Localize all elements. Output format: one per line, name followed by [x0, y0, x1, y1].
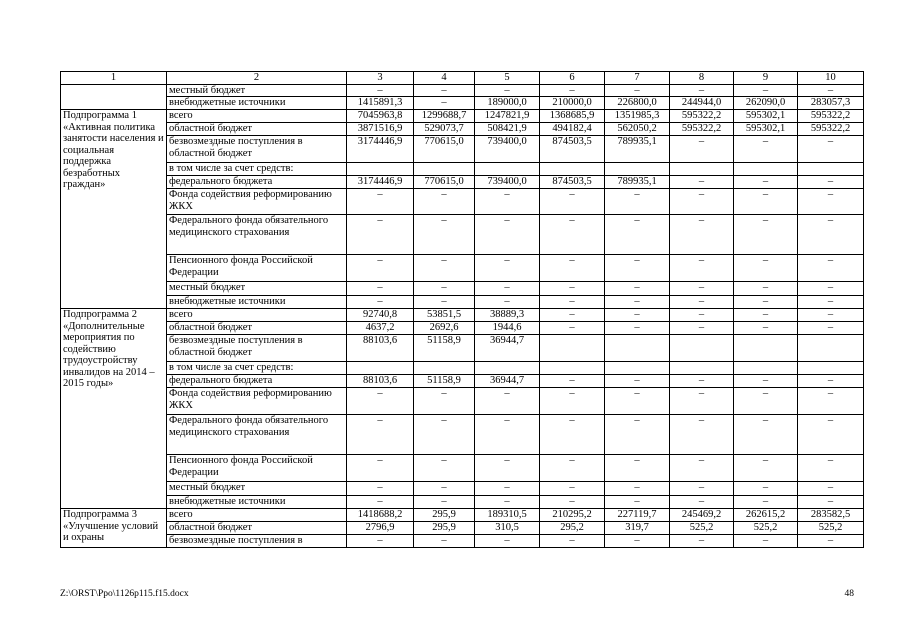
source-label: всего: [167, 309, 347, 322]
value-cell: 1368685,9: [540, 110, 605, 123]
value-cell: –: [347, 535, 414, 548]
value-cell: –: [414, 97, 475, 110]
table-row: [61, 296, 864, 309]
value-cell: 319,7: [605, 522, 670, 535]
value-cell: [798, 335, 864, 362]
value-cell: 210295,2: [540, 509, 605, 522]
value-cell: –: [670, 415, 734, 455]
value-cell: –: [347, 189, 414, 215]
value-cell: 494182,4: [540, 123, 605, 136]
value-cell: –: [605, 496, 670, 509]
header-cell: 3: [347, 72, 414, 85]
value-cell: –: [605, 482, 670, 496]
value-cell: –: [605, 84, 670, 97]
value-cell: –: [798, 482, 864, 496]
value-cell: –: [347, 84, 414, 97]
header-cell: 1: [61, 72, 167, 85]
source-label: Фонда содействия реформированию ЖКХ: [167, 189, 347, 215]
value-cell: –: [670, 176, 734, 189]
value-cell: [670, 362, 734, 375]
value-cell: –: [670, 455, 734, 482]
value-cell: –: [540, 282, 605, 296]
value-cell: 262090,0: [734, 97, 798, 110]
source-label: местный бюджет: [167, 282, 347, 296]
value-cell: –: [475, 215, 540, 255]
table-row: [61, 97, 864, 110]
table-row: [61, 509, 864, 522]
value-cell: –: [605, 455, 670, 482]
value-cell: –: [475, 455, 540, 482]
value-cell: 38889,3: [475, 309, 540, 322]
value-cell: –: [798, 282, 864, 296]
value-cell: [734, 163, 798, 176]
source-label: в том числе за счет средств:: [167, 362, 347, 375]
value-cell: –: [670, 388, 734, 415]
table-row: [61, 176, 864, 189]
value-cell: [605, 335, 670, 362]
value-cell: –: [540, 455, 605, 482]
table-row: [61, 215, 864, 255]
value-cell: –: [347, 282, 414, 296]
value-cell: 295,2: [540, 522, 605, 535]
value-cell: –: [670, 189, 734, 215]
value-cell: –: [347, 455, 414, 482]
value-cell: 51158,9: [414, 335, 475, 362]
table-row: [61, 482, 864, 496]
value-cell: –: [475, 535, 540, 548]
program-cell: Подпрограмма 3 «Улучшение условий и охраны: [61, 509, 167, 548]
value-cell: –: [347, 482, 414, 496]
value-cell: –: [670, 375, 734, 388]
source-label: Федерального фонда обязательного медицинского страхования: [167, 415, 347, 455]
value-cell: –: [670, 255, 734, 282]
header-cell: 6: [540, 72, 605, 85]
source-label: местный бюджет: [167, 482, 347, 496]
value-cell: –: [475, 496, 540, 509]
value-cell: –: [347, 388, 414, 415]
value-cell: [540, 335, 605, 362]
value-cell: 7045963,8: [347, 110, 414, 123]
value-cell: –: [798, 388, 864, 415]
value-cell: 595322,2: [798, 110, 864, 123]
header-cell: 4: [414, 72, 475, 85]
table-row: [61, 309, 864, 322]
value-cell: –: [605, 189, 670, 215]
value-cell: –: [475, 415, 540, 455]
value-cell: 595322,2: [670, 123, 734, 136]
value-cell: –: [605, 375, 670, 388]
value-cell: –: [605, 322, 670, 335]
value-cell: –: [798, 496, 864, 509]
value-cell: 595322,2: [798, 123, 864, 136]
header-cell: 7: [605, 72, 670, 85]
value-cell: –: [798, 322, 864, 335]
value-cell: 1415891,3: [347, 97, 414, 110]
value-cell: –: [347, 215, 414, 255]
value-cell: 874503,5: [540, 176, 605, 189]
value-cell: –: [540, 375, 605, 388]
value-cell: 508421,9: [475, 123, 540, 136]
table-row: [61, 535, 864, 548]
value-cell: –: [798, 296, 864, 309]
value-cell: 525,2: [798, 522, 864, 535]
value-cell: –: [605, 282, 670, 296]
value-cell: [798, 362, 864, 375]
value-cell: –: [670, 296, 734, 309]
value-cell: 210000,0: [540, 97, 605, 110]
value-cell: –: [414, 215, 475, 255]
value-cell: –: [798, 375, 864, 388]
value-cell: –: [734, 189, 798, 215]
value-cell: 770615,0: [414, 176, 475, 189]
value-cell: 244944,0: [670, 97, 734, 110]
value-cell: 595302,1: [734, 123, 798, 136]
value-cell: –: [540, 496, 605, 509]
footer-file-path: Z:\ORST\Ppo\1126p115.f15.docx: [60, 589, 189, 599]
value-cell: –: [414, 535, 475, 548]
table-row: [61, 110, 864, 123]
value-cell: –: [734, 136, 798, 163]
value-cell: 189000,0: [475, 97, 540, 110]
value-cell: 92740,8: [347, 309, 414, 322]
table-row: [61, 522, 864, 535]
table-row: [61, 496, 864, 509]
value-cell: –: [414, 496, 475, 509]
value-cell: –: [414, 296, 475, 309]
value-cell: –: [540, 322, 605, 335]
source-label: областной бюджет: [167, 522, 347, 535]
value-cell: –: [734, 255, 798, 282]
value-cell: 283582,5: [798, 509, 864, 522]
value-cell: [605, 163, 670, 176]
value-cell: [414, 362, 475, 375]
value-cell: –: [414, 455, 475, 482]
source-label: безвозмездные поступления в областной бюджет: [167, 335, 347, 362]
value-cell: 3174446,9: [347, 176, 414, 189]
value-cell: 1247821,9: [475, 110, 540, 123]
value-cell: 4637,2: [347, 322, 414, 335]
value-cell: –: [414, 482, 475, 496]
table-row: [61, 84, 864, 97]
source-label: местный бюджет: [167, 84, 347, 97]
value-cell: [347, 362, 414, 375]
value-cell: 53851,5: [414, 309, 475, 322]
value-cell: –: [734, 388, 798, 415]
value-cell: –: [475, 189, 540, 215]
value-cell: 295,9: [414, 522, 475, 535]
value-cell: –: [605, 255, 670, 282]
value-cell: –: [798, 535, 864, 548]
page-number: 48: [844, 589, 854, 599]
header-cell: 5: [475, 72, 540, 85]
value-cell: –: [670, 482, 734, 496]
value-cell: –: [605, 535, 670, 548]
value-cell: –: [798, 189, 864, 215]
value-cell: –: [734, 375, 798, 388]
value-cell: –: [347, 496, 414, 509]
value-cell: [734, 335, 798, 362]
program-cell: Подпрограмма 1 «Активная политика занятости населения и социальная поддержка безработных граждан»: [61, 110, 167, 309]
value-cell: –: [798, 84, 864, 97]
value-cell: 1944,6: [475, 322, 540, 335]
header-cell: 8: [670, 72, 734, 85]
value-cell: 1351985,3: [605, 110, 670, 123]
value-cell: 525,2: [734, 522, 798, 535]
value-cell: –: [670, 282, 734, 296]
value-cell: 789935,1: [605, 176, 670, 189]
source-label: внебюджетные источники: [167, 296, 347, 309]
value-cell: [798, 163, 864, 176]
value-cell: –: [540, 388, 605, 415]
source-label: всего: [167, 110, 347, 123]
value-cell: –: [734, 282, 798, 296]
value-cell: –: [798, 176, 864, 189]
value-cell: 1299688,7: [414, 110, 475, 123]
value-cell: 227119,7: [605, 509, 670, 522]
value-cell: –: [734, 215, 798, 255]
value-cell: 874503,5: [540, 136, 605, 163]
value-cell: –: [414, 415, 475, 455]
value-cell: 295,9: [414, 509, 475, 522]
value-cell: –: [414, 255, 475, 282]
value-cell: –: [734, 415, 798, 455]
value-cell: 525,2: [670, 522, 734, 535]
value-cell: –: [798, 136, 864, 163]
value-cell: –: [670, 136, 734, 163]
value-cell: [734, 362, 798, 375]
value-cell: 2796,9: [347, 522, 414, 535]
value-cell: 595302,1: [734, 110, 798, 123]
value-cell: 3174446,9: [347, 136, 414, 163]
source-label: в том числе за счет средств:: [167, 163, 347, 176]
value-cell: –: [347, 415, 414, 455]
source-label: областной бюджет: [167, 322, 347, 335]
value-cell: –: [347, 255, 414, 282]
header-cell: 10: [798, 72, 864, 85]
source-label: внебюджетные источники: [167, 496, 347, 509]
source-label: безвозмездные поступления в областной бюджет: [167, 136, 347, 163]
source-label: Фонда содействия реформированию ЖКХ: [167, 388, 347, 415]
value-cell: –: [605, 296, 670, 309]
value-cell: –: [670, 215, 734, 255]
source-label: федерального бюджета: [167, 375, 347, 388]
source-label: областной бюджет: [167, 123, 347, 136]
value-cell: –: [475, 388, 540, 415]
value-cell: –: [540, 482, 605, 496]
value-cell: –: [540, 415, 605, 455]
value-cell: 595322,2: [670, 110, 734, 123]
value-cell: –: [734, 535, 798, 548]
value-cell: [414, 163, 475, 176]
table-row: [61, 322, 864, 335]
value-cell: –: [798, 255, 864, 282]
value-cell: [347, 163, 414, 176]
value-cell: –: [734, 84, 798, 97]
table-row: [61, 282, 864, 296]
value-cell: –: [734, 482, 798, 496]
value-cell: –: [540, 535, 605, 548]
budget-table: [60, 71, 864, 548]
value-cell: –: [734, 176, 798, 189]
value-cell: 1418688,2: [347, 509, 414, 522]
table-row: [61, 415, 864, 455]
value-cell: [540, 163, 605, 176]
value-cell: –: [734, 309, 798, 322]
header-row: [61, 72, 864, 85]
value-cell: –: [670, 309, 734, 322]
table-row: [61, 455, 864, 482]
source-label: Федерального фонда обязательного медицинского страхования: [167, 215, 347, 255]
value-cell: –: [540, 189, 605, 215]
value-cell: –: [798, 415, 864, 455]
value-cell: –: [540, 309, 605, 322]
value-cell: 789935,1: [605, 136, 670, 163]
value-cell: 226800,0: [605, 97, 670, 110]
table-row: [61, 388, 864, 415]
table-body: [61, 84, 864, 548]
value-cell: –: [798, 309, 864, 322]
value-cell: –: [475, 282, 540, 296]
table-row: [61, 375, 864, 388]
value-cell: –: [414, 388, 475, 415]
value-cell: –: [734, 496, 798, 509]
value-cell: 189310,5: [475, 509, 540, 522]
value-cell: –: [670, 84, 734, 97]
program-cell: Подпрограмма 2 «Дополнительные мероприятия по содействию трудоустройству инвалидов на 2014 – 2015 годы»: [61, 309, 167, 509]
table-row: [61, 123, 864, 136]
value-cell: [540, 362, 605, 375]
value-cell: 88103,6: [347, 375, 414, 388]
table-row: [61, 163, 864, 176]
source-label: всего: [167, 509, 347, 522]
value-cell: –: [605, 415, 670, 455]
value-cell: 36944,7: [475, 375, 540, 388]
value-cell: –: [798, 455, 864, 482]
source-label: Пенсионного фонда Российской Федерации: [167, 255, 347, 282]
table-row: [61, 362, 864, 375]
value-cell: 562050,2: [605, 123, 670, 136]
value-cell: –: [734, 322, 798, 335]
value-cell: 739400,0: [475, 136, 540, 163]
value-cell: –: [670, 535, 734, 548]
header-cell: 9: [734, 72, 798, 85]
table-row: [61, 255, 864, 282]
source-label: внебюджетные источники: [167, 97, 347, 110]
value-cell: 262615,2: [734, 509, 798, 522]
value-cell: 529073,7: [414, 123, 475, 136]
value-cell: [475, 163, 540, 176]
value-cell: –: [475, 84, 540, 97]
value-cell: –: [540, 255, 605, 282]
value-cell: [605, 362, 670, 375]
value-cell: –: [414, 282, 475, 296]
table-row: [61, 335, 864, 362]
table-row: [61, 189, 864, 215]
value-cell: –: [605, 388, 670, 415]
value-cell: [670, 335, 734, 362]
program-cell: [61, 84, 167, 110]
value-cell: –: [605, 309, 670, 322]
source-label: безвозмездные поступления в: [167, 535, 347, 548]
value-cell: –: [540, 215, 605, 255]
value-cell: –: [475, 296, 540, 309]
value-cell: 283057,3: [798, 97, 864, 110]
value-cell: –: [734, 296, 798, 309]
value-cell: 2692,6: [414, 322, 475, 335]
header-cell: 2: [167, 72, 347, 85]
value-cell: 310,5: [475, 522, 540, 535]
value-cell: 739400,0: [475, 176, 540, 189]
value-cell: 245469,2: [670, 509, 734, 522]
value-cell: –: [670, 322, 734, 335]
value-cell: –: [798, 215, 864, 255]
value-cell: –: [540, 296, 605, 309]
value-cell: –: [475, 255, 540, 282]
table-row: [61, 136, 864, 163]
value-cell: –: [475, 482, 540, 496]
source-label: федерального бюджета: [167, 176, 347, 189]
value-cell: 770615,0: [414, 136, 475, 163]
value-cell: [670, 163, 734, 176]
value-cell: –: [414, 84, 475, 97]
value-cell: –: [734, 455, 798, 482]
value-cell: 51158,9: [414, 375, 475, 388]
value-cell: 3871516,9: [347, 123, 414, 136]
value-cell: –: [414, 189, 475, 215]
value-cell: –: [670, 496, 734, 509]
source-label: Пенсионного фонда Российской Федерации: [167, 455, 347, 482]
value-cell: –: [347, 296, 414, 309]
value-cell: [475, 362, 540, 375]
value-cell: –: [605, 215, 670, 255]
value-cell: 88103,6: [347, 335, 414, 362]
value-cell: 36944,7: [475, 335, 540, 362]
value-cell: –: [540, 84, 605, 97]
